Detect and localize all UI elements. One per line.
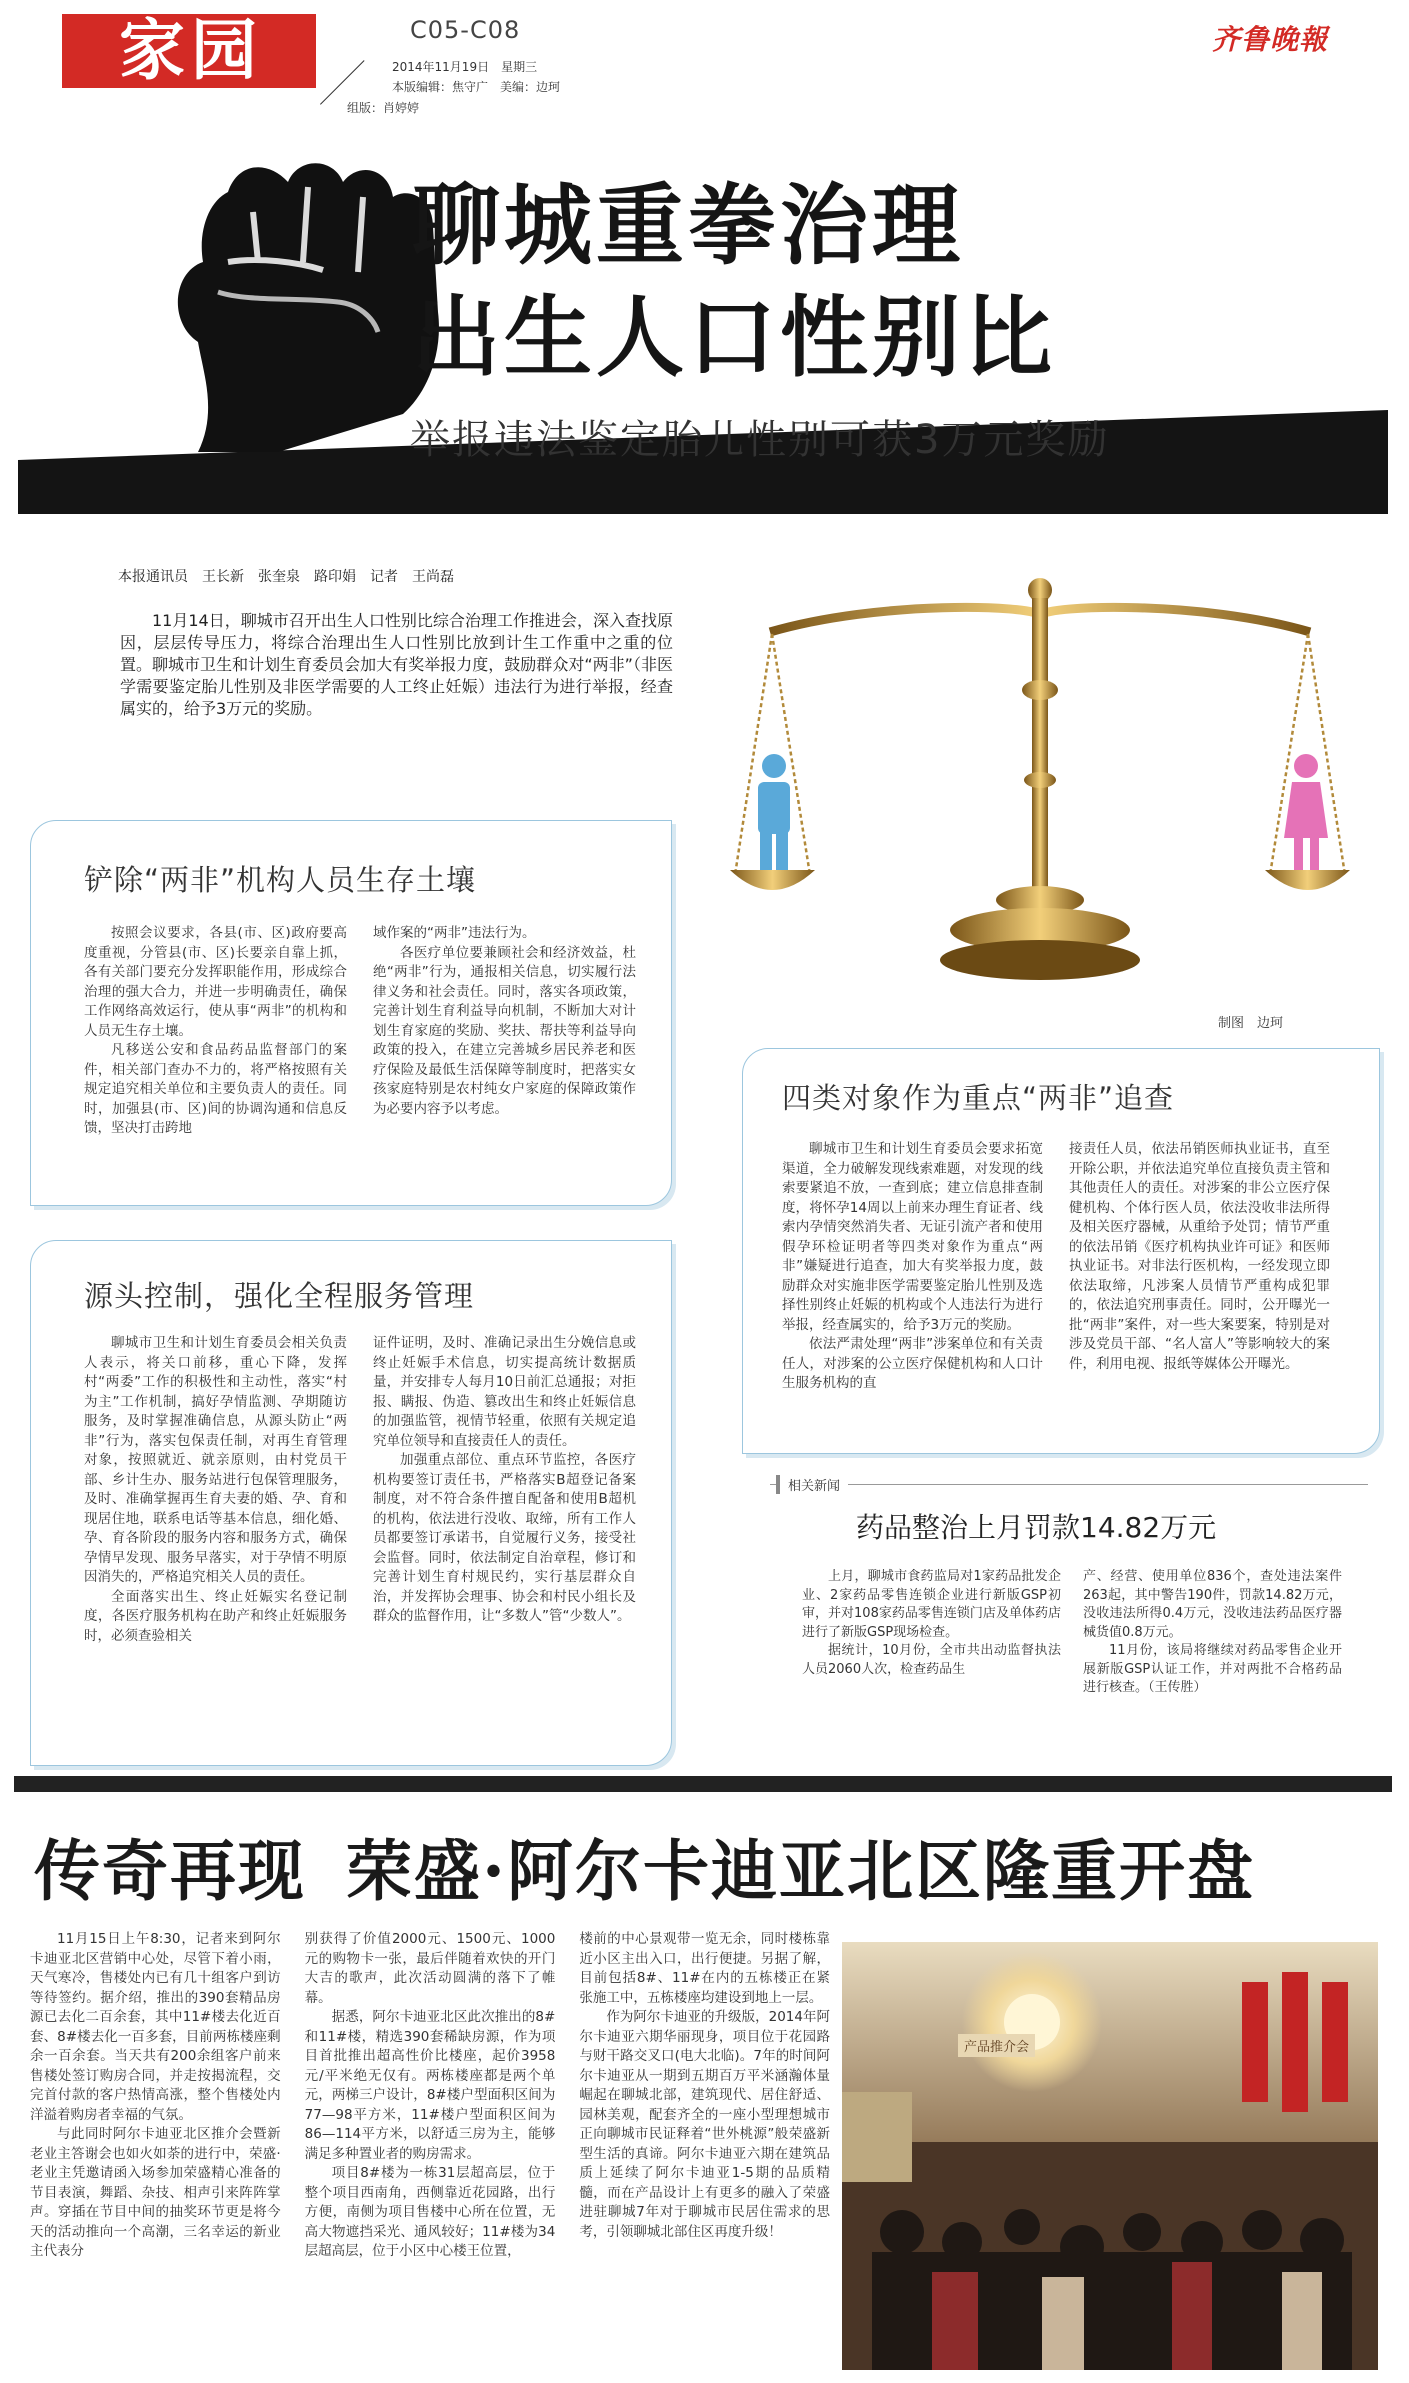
- header-composer: 组版：肖婷婷: [347, 101, 420, 115]
- related-title: 药品整治上月罚款14.82万元: [856, 1511, 1217, 1544]
- paragraph: 接责任人员，依法吊销医师执业证书，直至开除公职，并依法追究单位直接负责主管和其他责任人的责任。对涉案的非公立医疗保健机构、个体行医人员，依法没收非法所得及相关医疗器械，从重给予处罚；情节严重的依法吊销《医疗机构执业许可证》和医师执业证书。对非法行医机构，一经发现立即依法取缔，凡涉案人员情节严重构成犯罪的，依法追究刑事责任。同时，公开曝光一批“两非”案件，对一些大案要案，特别是对涉及党员干部、“名人富人”等影响较大的案件，利用电视、报纸等媒体公开曝光。: [1069, 1141, 1330, 1372]
- page-range: C05-C08: [410, 16, 521, 44]
- section3-col2: [1069, 1140, 1330, 1394]
- byline: 本报通讯员 王长新 张奎泉 路印娟 记者 王尚磊: [118, 569, 454, 585]
- lead-paragraph: [120, 610, 673, 720]
- image-credit: 制图 边珂: [1218, 1016, 1284, 1031]
- ad-title-a: 传奇再现: [34, 1832, 306, 1910]
- ad-col1: [30, 1930, 281, 2262]
- paragraph: 别获得了价值2000元、1500元、1000元的购物卡一张，最后伴随着欢快的开门大吉的歌声，此次活动圆满的落下了帷幕。: [304, 1931, 556, 2006]
- paragraph: 凡移送公安和食品药品监督部门的案件，相关部门查办不力的，将严格按照有关规定追究相关单位和主要负责人的责任。同时，加强县(市、区)间的协调沟通和信息反馈，坚决打击跨地: [84, 1042, 347, 1136]
- paragraph: 加强重点部位、重点环节监控，各医疗机构要签订责任书，严格落实B超登记备案制度，对不符合条件擅自配备和使用B超机的机构，依法进行没收、取缔，所有工作人员都要签订承诺书，自觉履行义务，接受社会监督。同时，依法制定自治章程，修订和完善计划生育村规民约，实行基层群众自治，并发挥协会理事、协会和村民小组长及群众的监督作用，让“多数人”管“少数人”。: [373, 1452, 636, 1624]
- photo-banner-text: 产品推介会: [958, 2034, 1035, 2057]
- section-divider: [14, 1776, 1392, 1792]
- headline-subtitle: 举报违法鉴定胎儿性别可获3万元奖励: [410, 417, 1110, 463]
- lead-text: 11月14日，聊城市召开出生人口性别比综合治理工作推进会，深入查找原因，层层传导压力，将综合治理出生人口性别比放到计生工作重中之重的位置。聊城市卫生和计划生育委员会加大有奖举报力度，鼓励群众对“两非”（非医学需要鉴定胎儿性别及非医学需要的人工终止妊娠）违法行为进行举报，经查属实的，给予3万元的奖励。: [120, 611, 673, 718]
- paragraph: 项目8#楼为一栋31层超高层，位于整个项目西南角，西侧靠近花园路，出行方便，南侧为项目售楼中心所在位置，无高大物遮挡采光、通风较好；11#楼为34层超高层，位于小区中心楼王位置，: [304, 2165, 556, 2259]
- paragraph: 与此同时阿尔卡迪亚北区推介会暨新老业主答谢会也如火如荼的进行中，荣盛·老业主凭邀请函入场参加荣盛精心准备的节目表演，舞蹈、杂技、相声引来阵阵掌声。穿插在节目中间的抽奖环节更是将今天的活动推向一个高潮，三名幸运的新业主代表分: [30, 2126, 281, 2259]
- paragraph: 按照会议要求，各县(市、区)政府要高度重视，分管县(市、区)长要亲自靠上抓，各有关部门要充分发挥职能作用，形成综合治理的强大合力，并进一步明确责任，确保工作网络高效运行，使从事“两非”的机构和人员无生存土壤。: [84, 925, 347, 1039]
- paragraph: 楼前的中心景观带一览无余，同时楼栋靠近小区主出入口，出行便捷。另据了解，目前包括8#、11#在内的五栋楼正在紧张施工中，五栋楼座均建设到地上一层。: [579, 1931, 831, 2006]
- header-date: 2014年11月19日 星期三: [392, 60, 538, 74]
- related-body: [802, 1568, 1342, 1698]
- section1-body: [84, 924, 636, 1139]
- paragraph: 11月15日上午8:30，记者来到阿尔卡迪亚北区营销中心处，尽管下着小雨，天气寒冷，售楼处内已有几十组客户到访等待签约。据介绍，推出的390套精品房源已去化二百余套，其中11#楼去化近百套、8#楼去化一百多套，目前两栋楼座剩余一百余套。当天共有200余组客户前来售楼处签订购房合同，并走按揭流程，交完首付款的客户热情高涨，整个售楼处内洋溢着购房者幸福的气氛。: [30, 1931, 281, 2123]
- section3-title: 四类对象作为重点“两非”追查: [782, 1081, 1175, 1115]
- male-figure-icon: [758, 754, 790, 870]
- paragraph: 据悉，阿尔卡迪亚北区此次推出的8#和11#楼，精选390套稀缺房源，作为项目首批推出超高性价比楼座，起价3958元/平米绝无仅有。两栋楼座都是两个单元，两梯三户设计，8#楼户型面积区间为77—98平方米，11#楼户型面积区间为86—114平方米，以舒适三房为主，能够满足多种置业者的购房需求。: [304, 2009, 556, 2162]
- section2-body: [84, 1334, 636, 1646]
- headline-line2: 出生人口性别比: [412, 286, 1057, 389]
- paragraph: 域作案的“两非”违法行为。: [373, 925, 536, 941]
- paragraph: 聊城市卫生和计划生育委员会相关负责人表示，将关口前移，重心下降，发挥村“两委”工作的积极性和主动性，落实“村为主”工作机制，搞好孕情监测、孕期随访服务，及时掌握准确信息，从源头防止“两非”行为，落实包保责任制，对再生育管理对象，按照就近、就亲原则，由村党员干部、乡计生办、服务站进行包保管理服务，及时、准确掌握再生育夫妻的婚、孕、育和现居住地，联系电话等基本信息，细化婚、孕、育各阶段的服务内容和服务方式，确保孕情早发现、服务早落实，对于孕情不明原因消失的，严格追究相关人员的责任。: [84, 1335, 347, 1585]
- related-tag: 相关新闻: [776, 1475, 848, 1494]
- section2-title: 源头控制，强化全程服务管理: [84, 1279, 475, 1313]
- header-editors: 本版编辑：焦守广 美编：边珂: [392, 80, 561, 94]
- paragraph: 作为阿尔卡迪亚的升级版，2014年阿尔卡迪亚六期华丽现身，项目位于花园路与财干路交叉口(电大北临)。7年的时间阿尔卡迪亚从一期到五期百万平米涵瀚体量崛起在聊城北部，建筑现代、居住舒适、园林美观，配套齐全的一座小型理想城市正向聊城市民证释着“世外桃源”般荣盛新型生活的真谛。阿尔卡迪亚六期在建筑品质上延续了阿尔卡迪亚1-5期的品质精髓，而在产品设计上有更多的融入了荣盛进驻聊城7年对于聊城市民居住需求的思考，引领聊城北部住区再度升级！: [579, 2009, 831, 2240]
- related-rule: [770, 1484, 1368, 1485]
- section1-col1: [84, 924, 347, 1139]
- paragraph: 据统计，10月份，全市共出动监督执法人员2060人次，检查药品生: [802, 1643, 1061, 1677]
- related-col1: [802, 1568, 1061, 1698]
- section1-col2: [373, 924, 636, 1139]
- headline-line1: 聊城重拳治理: [412, 174, 965, 277]
- paragraph: 证件证明，及时、准确记录出生分娩信息或终止妊娠手术信息，切实提高统计数据质量，并安排专人每月10日前汇总通报；对拒报、瞒报、伪造、篡改出生和终止妊娠信息的加强监管，视情节轻重，依照有关规定追究单位领导和直接责任人的责任。: [373, 1335, 636, 1449]
- section-name: 家园: [119, 11, 263, 89]
- ad-photo: [842, 1942, 1378, 2370]
- paragraph: 各医疗单位要兼顾社会和经济效益，杜绝“两非”行为，通报相关信息，切实履行法律义务和社会责任。同时，落实各项政策，完善计划生育利益导向机制，不断加大对计划生育家庭的奖励、奖扶、帮扶等利益导向政策的投入，在建立完善城乡居民养老和医疗保险及最低生活保障等制度时，把落实女孩家庭特别是农村纯女户家庭的保障政策作为必要内容予以考虑。: [373, 944, 636, 1117]
- paragraph: 全面落实出生、终止妊娠实名登记制度，各医疗服务机构在助产和终止妊娠服务时，必须查验相关: [84, 1588, 347, 1644]
- paragraph: 上月，聊城市食药监局对1家药品批发企业、2家药品零售连锁企业进行新版GSP初审，并对108家药品零售连锁门店及单体药店进行了新版GSP现场检查。: [802, 1569, 1061, 1640]
- paragraph: 产、经营、使用单位836个，查处违法案件263起，其中警告190件，罚款14.82万元，没收违法所得0.4万元，没收违法药品医疗器械货值0.8万元。: [1083, 1569, 1342, 1640]
- ad-col2: [305, 1930, 556, 2262]
- newspaper-logo: 齐鲁晚報: [1212, 23, 1329, 56]
- ad-title-b: 荣盛·阿尔卡迪亚北区隆重开盘: [346, 1832, 1255, 1910]
- paragraph: 依法严肃处理“两非”涉案单位和有关责任人，对涉案的公立医疗保健机构和人口计生服务机构的直: [782, 1336, 1043, 1391]
- section2-col2: [373, 1334, 636, 1646]
- paragraph: 11月份，该局将继续对药品零售企业开展新版GSP认证工作，并对两批不合格药品进行核查。（王传胜）: [1083, 1643, 1342, 1695]
- section1-title: 铲除“两非”机构人员生存土壤: [84, 863, 477, 897]
- ad-title: [34, 1818, 1255, 1913]
- section3-body: [782, 1140, 1330, 1394]
- related-col2: [1083, 1568, 1342, 1698]
- fist-icon: [178, 163, 439, 452]
- ad-col3: [579, 1930, 830, 2262]
- section2-col1: [84, 1334, 347, 1646]
- female-figure-icon: [1284, 754, 1328, 870]
- scales-illustration: [730, 570, 1350, 1000]
- ad-body: [30, 1930, 830, 2262]
- section3-col1: [782, 1140, 1043, 1394]
- paragraph: 聊城市卫生和计划生育委员会要求拓宽渠道，全力破解发现线索难题，对发现的线索要紧追不放，一查到底；建立信息排查制度，将怀孕14周以上前来办理生育证者、线索内孕情突然消失者、无证引流产者和使用假孕环检证明者等四类对象作为重点“两非”嫌疑进行追查，加大有奖举报力度，鼓励群众对实施非医学需要鉴定胎儿性别及选择性别终止妊娠的机构或个人违法行为进行举报，经查属实的，给予3万元的奖励。: [782, 1141, 1043, 1333]
